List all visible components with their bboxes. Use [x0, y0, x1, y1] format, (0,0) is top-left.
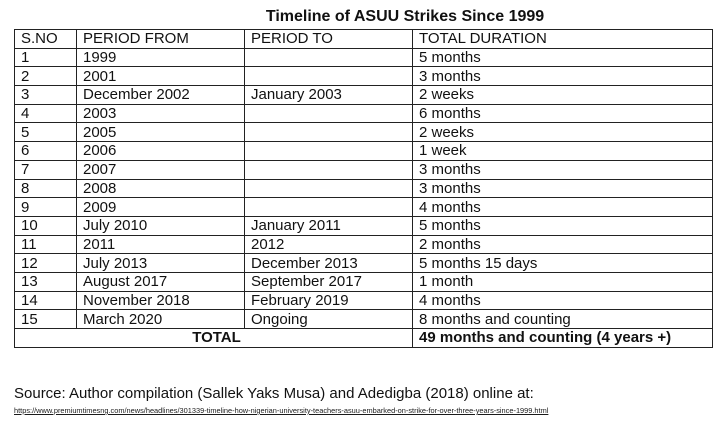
cell-period-to	[245, 48, 413, 67]
cell-total-duration: 5 months 15 days	[413, 254, 713, 273]
source-link[interactable]: https://www.premiumtimesng.com/news/headlines/301339-timeline-how-nigerian-university-teachers-asuu-embarked-on-strike-for-over-three-years-since-1999.html	[14, 406, 549, 415]
cell-period-to	[245, 104, 413, 123]
table-row	[15, 198, 713, 217]
cell-period-from: July 2013	[77, 254, 245, 273]
total-label: TOTAL	[15, 329, 413, 348]
cell-sno: 2	[15, 67, 77, 86]
cell-sno: 4	[15, 104, 77, 123]
table-row	[15, 160, 713, 179]
header-sno: S.NO	[15, 30, 77, 49]
cell-period-from: 1999	[77, 48, 245, 67]
cell-period-from: 2006	[77, 142, 245, 161]
cell-period-to: January 2003	[245, 86, 413, 105]
cell-sno: 7	[15, 160, 77, 179]
cell-period-from: 2011	[77, 235, 245, 254]
cell-total-duration: 2 weeks	[413, 123, 713, 142]
cell-total-duration: 5 months	[413, 216, 713, 235]
cell-period-to: January 2011	[245, 216, 413, 235]
cell-period-from: 2008	[77, 179, 245, 198]
cell-period-from: 2009	[77, 198, 245, 217]
table-row	[15, 179, 713, 198]
table-row	[15, 123, 713, 142]
cell-period-to: December 2013	[245, 254, 413, 273]
cell-sno: 13	[15, 272, 77, 291]
cell-period-to	[245, 142, 413, 161]
cell-period-from: 2003	[77, 104, 245, 123]
cell-period-to: Ongoing	[245, 310, 413, 329]
cell-period-to: September 2017	[245, 272, 413, 291]
cell-sno: 15	[15, 310, 77, 329]
table-row	[15, 67, 713, 86]
cell-total-duration: 3 months	[413, 160, 713, 179]
cell-sno: 6	[15, 142, 77, 161]
header-period-to: PERIOD TO	[245, 30, 413, 49]
cell-period-from: July 2010	[77, 216, 245, 235]
cell-total-duration: 8 months and counting	[413, 310, 713, 329]
cell-sno: 5	[15, 123, 77, 142]
cell-period-from: December 2002	[77, 86, 245, 105]
table-row	[15, 235, 713, 254]
table-row	[15, 104, 713, 123]
cell-total-duration: 2 weeks	[413, 86, 713, 105]
header-total-duration: TOTAL DURATION	[413, 30, 713, 49]
table-row	[15, 291, 713, 310]
cell-total-duration: 3 months	[413, 67, 713, 86]
cell-period-to	[245, 198, 413, 217]
total-row	[15, 329, 713, 348]
cell-sno: 1	[15, 48, 77, 67]
table-body	[15, 48, 713, 328]
cell-sno: 12	[15, 254, 77, 273]
cell-period-from: August 2017	[77, 272, 245, 291]
table-row	[15, 86, 713, 105]
cell-sno: 10	[15, 216, 77, 235]
cell-period-to: February 2019	[245, 291, 413, 310]
cell-period-to	[245, 160, 413, 179]
cell-total-duration: 3 months	[413, 179, 713, 198]
cell-total-duration: 1 month	[413, 272, 713, 291]
cell-period-from: 2005	[77, 123, 245, 142]
table-title: Timeline of ASUU Strikes Since 1999	[265, 8, 545, 25]
cell-total-duration: 4 months	[413, 198, 713, 217]
cell-period-from: November 2018	[77, 291, 245, 310]
total-value: 49 months and counting (4 years +)	[413, 329, 713, 348]
cell-total-duration: 5 months	[413, 48, 713, 67]
table-row	[15, 216, 713, 235]
cell-total-duration: 2 months	[413, 235, 713, 254]
cell-sno: 8	[15, 179, 77, 198]
cell-period-to	[245, 123, 413, 142]
table-row	[15, 142, 713, 161]
table-row	[15, 254, 713, 273]
cell-total-duration: 1 week	[413, 142, 713, 161]
source-note: Source: Author compilation (Sallek Yaks Musa) and Adedigba (2018) online at:	[14, 385, 534, 402]
cell-total-duration: 4 months	[413, 291, 713, 310]
cell-period-to	[245, 67, 413, 86]
cell-period-to: 2012	[245, 235, 413, 254]
cell-period-from: 2007	[77, 160, 245, 179]
cell-total-duration: 6 months	[413, 104, 713, 123]
cell-sno: 9	[15, 198, 77, 217]
cell-period-to	[245, 179, 413, 198]
cell-sno: 14	[15, 291, 77, 310]
strikes-table	[14, 29, 713, 348]
header-period-from: PERIOD FROM	[77, 30, 245, 49]
cell-period-from: 2001	[77, 67, 245, 86]
cell-sno: 3	[15, 86, 77, 105]
header-row	[15, 30, 713, 49]
table-row	[15, 310, 713, 329]
table-row	[15, 272, 713, 291]
cell-sno: 11	[15, 235, 77, 254]
table-row	[15, 48, 713, 67]
cell-period-from: March 2020	[77, 310, 245, 329]
